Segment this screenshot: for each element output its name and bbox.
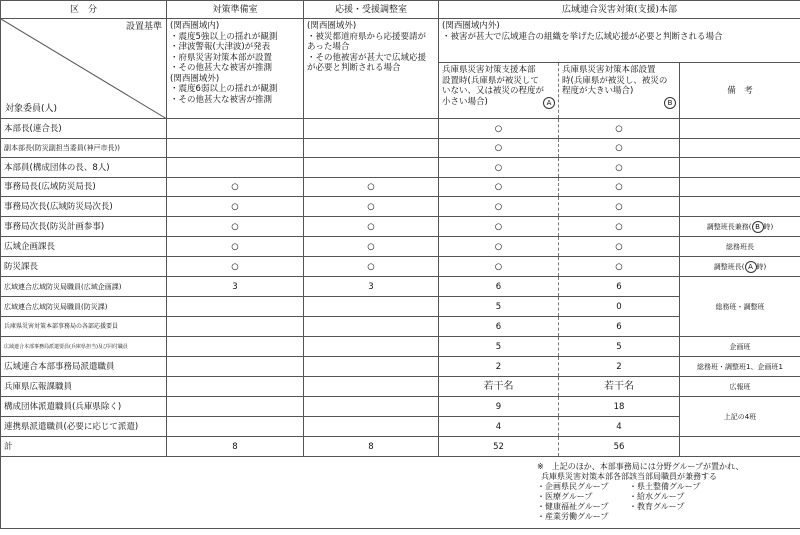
criteria-mode3: (関西圏域内外) ・被害が甚大で広域連合の組織を挙げた広域応援が必要と判断される場合 <box>439 19 800 63</box>
table-row: 副本部長(防災副担当委員(神戸市長)) ○ ○ <box>1 139 800 158</box>
diagonal-header-cell <box>1 19 167 119</box>
criteria-mode3a: 兵庫県災害対策支援本部 設置時(兵庫県が被災して いない、又は被災の程度が 小さい場合) A <box>439 63 559 119</box>
mark-b: B <box>752 221 764 233</box>
row-label: 広域連合広域防災局職員(防災課) <box>1 297 167 317</box>
header-category: 区 分 <box>1 1 167 19</box>
footnote-line2: 兵庫県災害対策本部各部該当部局職員が兼務する <box>541 472 717 481</box>
note-admin-coord: 総務班・調整班 <box>680 277 800 337</box>
table-row: 広域連合本部事務局派遣要員(兵庫県担当)及び同付職員 5 5 企画班 <box>1 337 800 357</box>
criteria-mode2: (関西圏域外) ・被災都道府県から応援要請が あった場合 ・その他被害が甚大で広域応援 が必要と判断される場合 <box>304 19 439 119</box>
row-label: 事務局長(広域防災局長) <box>1 178 167 197</box>
table-row: 本部員(構成団体の長、8人) ○ ○ <box>1 158 800 178</box>
group-item: ・教育グループ <box>629 502 685 511</box>
row-label: 広域連合広域防災局職員(広域企画課) <box>1 277 167 297</box>
row-label: 事務局次長(防災計画参事) <box>1 217 167 237</box>
members-label: 対象委員(人) <box>5 104 58 114</box>
row-label: 事務局次長(広域防災局次長) <box>1 197 167 217</box>
table-row: 連携県派遣職員(必要に応じて派遣) 4 4 <box>1 417 800 437</box>
row-label: 構成団体派遣職員(兵庫県除く) <box>1 397 167 417</box>
header-notes: 備 考 <box>680 63 800 119</box>
group-item: ・県土整備グループ <box>629 482 701 491</box>
table-row: 事務局長(広域防災局長) ○ ○ ○ ○ <box>1 178 800 197</box>
row-label: 広域連合本部事務局派遣職員 <box>1 357 167 377</box>
mark-a: A <box>745 261 757 273</box>
footnote <box>537 462 744 522</box>
header-mode3: 広域連合災害対策(支援)本部 <box>439 1 800 19</box>
note-above-four: 上記の4班 <box>680 397 800 437</box>
mark-b: B <box>664 97 676 109</box>
row-label: 兵庫県広報課職員 <box>1 377 167 397</box>
table-row: 本部長(連合長) ○ ○ <box>1 119 800 139</box>
total-row: 計 8 8 52 56 <box>1 437 800 457</box>
footnote-line1: ※ 上記のほか、本部事務局には分野グループが置かれ、 <box>537 462 744 471</box>
row-label: 連携県派遣職員(必要に応じて派遣) <box>1 417 167 437</box>
table-row: 広域連合広域防災局職員(防災課) 5 0 <box>1 297 800 317</box>
header-mode1: 対策準備室 <box>167 1 304 19</box>
group-item: ・給水グループ <box>629 492 685 501</box>
row-label: 副本部長(防災副担当委員(神戸市長)) <box>1 139 167 158</box>
group-item: ・企画県民グループ <box>537 482 609 491</box>
row-label: 広域連合本部事務局派遣要員(兵庫県担当)及び同付職員 <box>1 337 167 357</box>
table-row: 兵庫県広報課職員 若干名 若干名 広報班 <box>1 377 800 397</box>
mark-a: A <box>543 97 555 109</box>
row-label: 防災課長 <box>1 257 167 277</box>
table-row: 広域連合本部事務局派遣職員 2 2 総務班・調整班1、企画班1 <box>1 357 800 377</box>
group-item: ・健康福祉グループ <box>537 502 609 511</box>
table-row: 兵庫県災害対策本部事務局の各部応援要員 6 6 <box>1 317 800 337</box>
header-mode2: 応援・受援調整室 <box>304 1 439 19</box>
row-label: 兵庫県災害対策本部事務局の各部応援要員 <box>1 317 167 337</box>
table-row: 防災課長 ○ ○ ○ ○ 調整班長( A 時) <box>1 257 800 277</box>
setting-criteria-label: 設置基準 <box>125 22 162 32</box>
table-row: 事務局次長(防災計画参事) ○ ○ ○ ○ 調整班長兼務( B 時) <box>1 217 800 237</box>
group-item: ・医療グループ <box>537 492 593 501</box>
row-label: 本部員(構成団体の長、8人) <box>1 158 167 178</box>
row-label: 本部長(連合長) <box>1 119 167 139</box>
table-row: 構成団体派遣職員(兵庫県除く) 9 18 上記の4班 <box>1 397 800 417</box>
group-item: ・産業労働グループ <box>537 512 609 521</box>
table-row: 広域連合広域防災局職員(広域企画課) 3 3 6 6 総務班・調整班 <box>1 277 800 297</box>
criteria-mode3b: 兵庫県災害対策本部設置 時(兵庫県が被災し、被災の 程度が大きい場合) B <box>559 63 680 119</box>
table-row: 広域企画課長 ○ ○ ○ ○ 総務班長 <box>1 237 800 257</box>
table-row: 事務局次長(広域防災局次長) ○ ○ ○ ○ <box>1 197 800 217</box>
total-label: 計 <box>1 437 167 457</box>
criteria-mode1: (関西圏域内) ・震度5強以上の揺れが観測 ・津波警報(大津波)が発表 ・府県災害対策本部が設置 ・その他甚大な被害が推測 (関西圏域外) ・震度6弱以上の揺れが観測 ・その他甚大な被害が推測 <box>167 19 304 119</box>
row-label: 広域企画課長 <box>1 237 167 257</box>
footnote-groups <box>537 482 744 522</box>
